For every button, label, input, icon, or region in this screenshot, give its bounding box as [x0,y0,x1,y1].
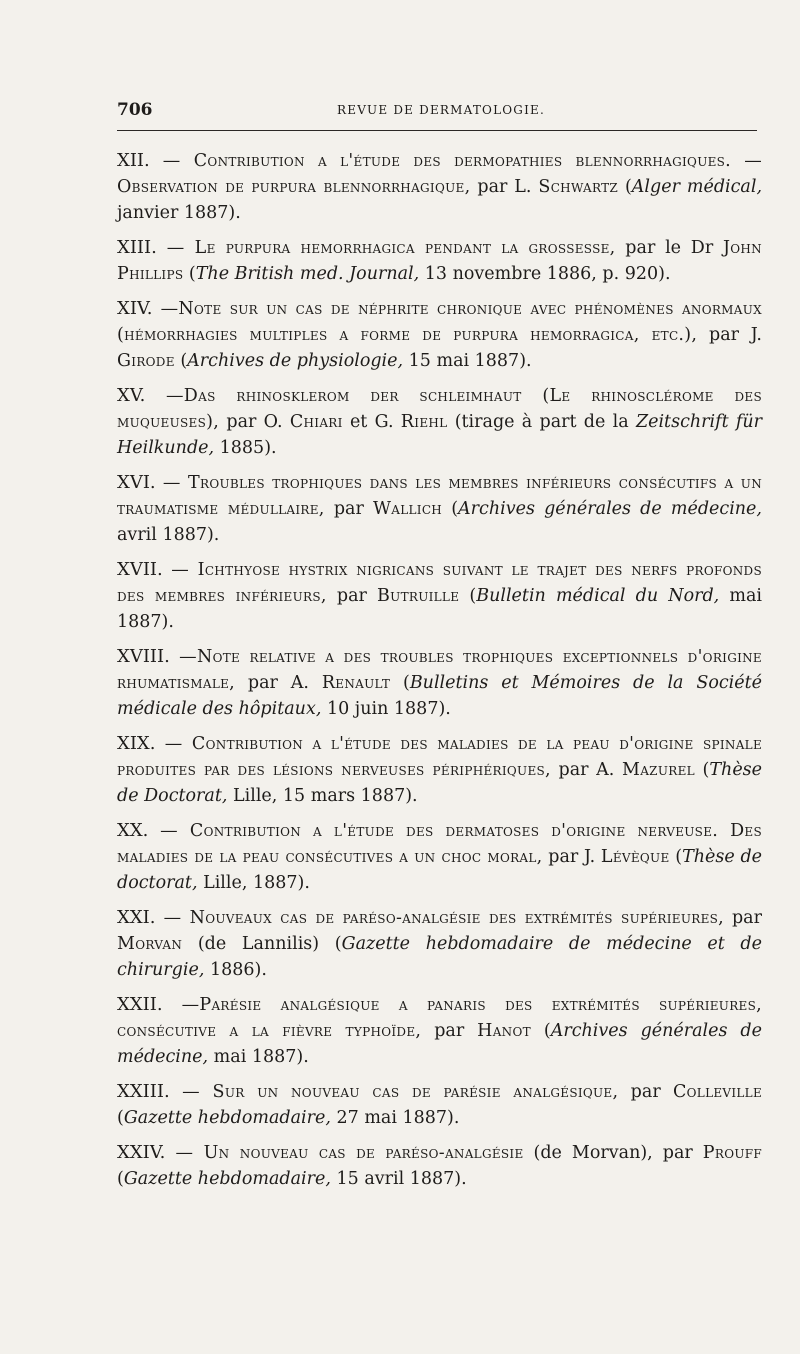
entry-source-title: Archives de physiologie, [187,351,404,371]
entry-source-title: Alger médical, [631,177,763,197]
entry-number: XXII. [117,994,182,1015]
entry-smallcaps-text: Riehl [400,412,448,432]
entry-text: ( [442,499,459,519]
entry-text: 27 mai 1887). [330,1108,460,1128]
entry-text: par L. [470,177,539,197]
entry-source-title: Gazette hebdomadaire de médecine et de chirurgie, [117,934,762,980]
entry-smallcaps-text: — Troubles trophiques dans les membres inférieurs consécutifs a un traumatisme médullaire, [117,473,762,519]
entry-text: mai 1887). [208,1047,309,1067]
entry-number: XIII. [117,237,167,258]
entry-text: 10 juin 1887). [321,699,451,719]
entry-number: XVI. [117,472,163,493]
bibliography-entry [117,470,762,548]
header-rule [117,130,757,131]
bibliography-entry [117,148,762,226]
entry-text: par J. [542,847,601,867]
bibliography-entry [117,557,762,635]
entry-smallcaps-text: — Ichthyose hystrix nigricans suivant le trajet des nerfs profonds des membres inférieurs, [117,560,763,606]
bibliography-entry [117,818,762,896]
entry-source-title: Gazette hebdomadaire, [123,1169,331,1189]
entry-smallcaps-text: Mazurel [622,760,695,780]
entry-text: par le Dr [615,238,723,258]
entry-smallcaps-text: —Parésie analgésique a panaris des extrémités supérieures, consécutive a la fièvre typhoïde, [117,995,762,1041]
bibliography-list [117,148,762,1201]
entry-smallcaps-text: Prouff [702,1143,762,1163]
entry-text: ( [669,847,683,867]
bibliography-entry [117,644,762,722]
entry-text: ( [174,351,188,371]
entry-number: XXI. [117,907,164,928]
entry-source-title: Archives générales de médecine, [458,499,762,519]
entry-source-title: Zeitschrift für Heilkunde, [117,412,762,458]
entry-smallcaps-text: — Nouveaux cas de paréso-analgésie des extrémités supérieures, [163,908,725,928]
entry-smallcaps-text: Girode [117,351,175,371]
entry-text: par A. [235,673,322,693]
entry-text: par [326,586,377,606]
entry-text: Lille, 1887). [197,873,310,893]
entry-source-title: Gazette hebdomadaire, [123,1108,331,1128]
entry-number: XXIII. [117,1081,183,1102]
entry-text: par [618,1082,673,1102]
bibliography-entry [117,731,762,809]
entry-text: Lille, 15 mars 1887). [227,786,418,806]
entry-smallcaps-text: Renault [321,673,391,693]
entry-smallcaps-text: —Note sur un cas de néphrite chronique avec phénomènes anormaux (hémorrhagies multiples a forme de purpura hemorragica, etc.), [117,299,762,345]
entry-source-title: Bulletin médical du Nord, [476,586,720,606]
entry-text: 15 avril 1887). [330,1169,467,1189]
entry-source-title: The British med. Journal, [195,264,420,284]
entry-smallcaps-text: —Note relative a des troubles trophiques exceptionnels d'origine rhumatismale, [117,647,762,693]
entry-text: janvier 1887). [117,203,241,223]
entry-source-title: Archives générales de médecine, [117,1021,762,1067]
entry-smallcaps-text: Colleville [672,1082,763,1102]
running-title: REVUE DE DERMATOLOGIE. [337,103,546,117]
bibliography-entry [117,296,762,374]
entry-smallcaps-text: — Un nouveau cas de paréso-analgésie [175,1143,524,1163]
entry-text: 13 novembre 1886, p. 920). [419,264,671,284]
entry-smallcaps-text: Lévèque [600,847,670,867]
entry-smallcaps-text: — Le purpura hemorrhagica pendant la grossesse, [166,238,616,258]
entry-number: XIV. [117,298,161,319]
bibliography-entry [117,992,762,1070]
entry-number: XV. [117,385,166,406]
bibliography-entry [117,1140,762,1192]
entry-number: XIX. [117,733,165,754]
entry-text: ( [117,1169,124,1189]
entry-text: 1886). [204,960,267,980]
entry-text: par O. [219,412,290,432]
entry-text: ( [530,1021,551,1041]
entry-text: (tirage à part de la [447,412,636,432]
entry-text: ( [390,673,410,693]
entry-number: XVIII. [117,646,180,667]
entry-smallcaps-text: Schwartz [538,177,619,197]
entry-text: ( [694,760,710,780]
entry-smallcaps-text: —Das rhinosklerom der schleimhaut (Le rhinosclérome des muqueuses), [117,386,762,432]
entry-smallcaps-text: — Contribution a l'étude des dermopathies blennorrhagiques. — Observation de purpura blennorrhagique, [117,151,763,197]
entry-text: ( [117,1108,124,1128]
bibliography-entry [117,1079,762,1131]
entry-smallcaps-text: Morvan [117,934,183,954]
entry-smallcaps-text: Butruille [377,586,460,606]
entry-number: XII. [117,150,163,171]
entry-text: par J. [697,325,762,345]
entry-text: (de Morvan), par [523,1143,703,1163]
entry-text: par [421,1021,478,1041]
entry-smallcaps-text: — Contribution a l'étude des dermatoses d'origine nerveuse. Des maladies de la peau consécutives a un choc moral, [117,821,762,867]
entry-text: ( [459,586,477,606]
bibliography-entry [117,905,762,983]
entry-smallcaps-text: Wallich [372,499,443,519]
entry-text: ( [183,264,196,284]
entry-text: avril 1887). [117,525,220,545]
page-header [117,100,757,124]
entry-smallcaps-text: — Sur un nouveau cas de parésie analgésique, [182,1082,619,1102]
entry-text: par A. [550,760,622,780]
entry-text: ( [618,177,632,197]
entry-text: 15 mai 1887). [403,351,532,371]
entry-source-title: Bulletins et Mémoires de la Société médicale des hôpitaux, [117,673,763,719]
entry-text: 1885). [214,438,277,458]
entry-text: mai 1887). [117,586,763,632]
entry-text: par [324,499,373,519]
entry-smallcaps-text: John Phillips [117,238,762,284]
page-number: 706 [117,100,153,120]
entry-number: XX. [117,820,161,841]
entry-source-title: Thèse de Doctorat, [117,760,763,806]
entry-text: et G. [342,412,401,432]
entry-number: XXIV. [117,1142,176,1163]
entry-smallcaps-text: Chiari [289,412,343,432]
entry-number: XVII. [117,559,172,580]
entry-source-title: Thèse de doctorat, [117,847,763,893]
entry-smallcaps-text: — Contribution a l'étude des maladies de la peau d'origine spinale produites par des lésions nerveuses périphériques, [117,734,763,780]
bibliography-entry [117,383,762,461]
bibliography-entry [117,235,762,287]
entry-text: par [724,908,762,928]
entry-text: (de Lannilis) ( [182,934,342,954]
entry-smallcaps-text: Hanot [477,1021,531,1041]
